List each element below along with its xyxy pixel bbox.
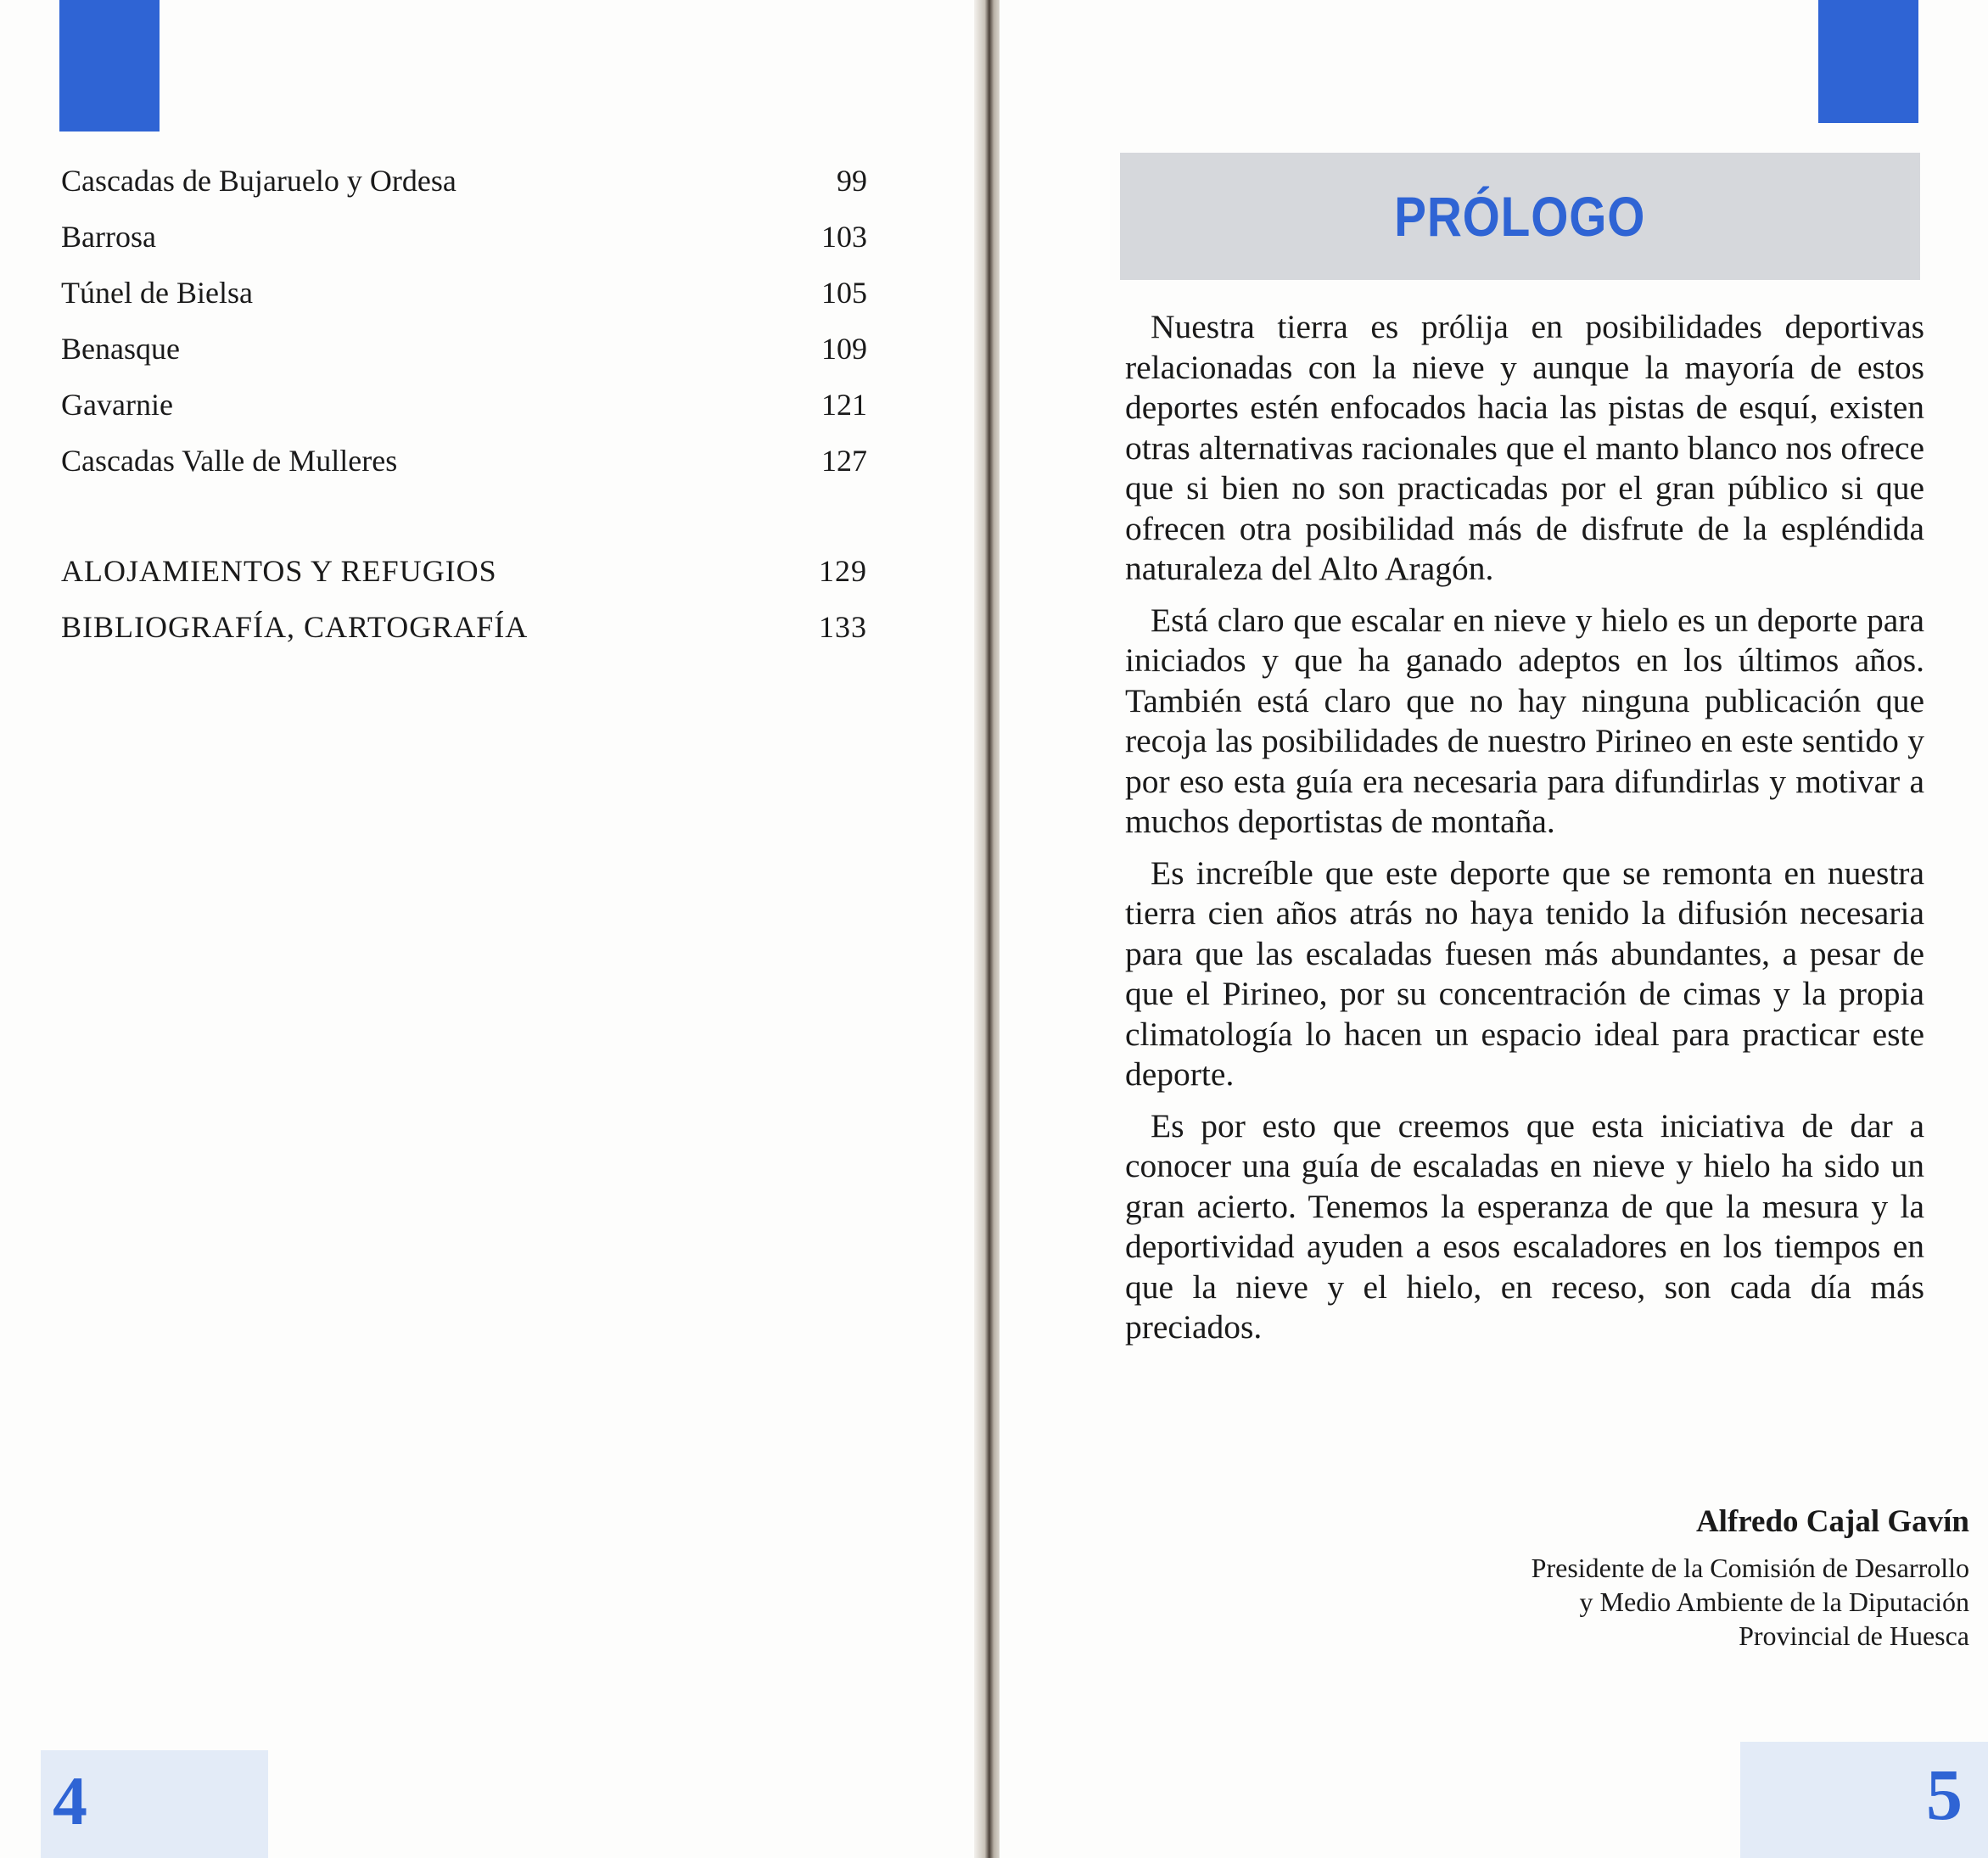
toc-entry-page: 109 xyxy=(821,332,867,366)
page-number-box xyxy=(1740,1742,1988,1858)
signature-role-line: Presidente de la Comisión de Desarrollo xyxy=(1531,1553,1969,1583)
left-page xyxy=(0,0,981,1858)
signature-role-line: y Medio Ambiente de la Diputación xyxy=(1579,1587,1969,1617)
toc-entry-page: 129 xyxy=(819,554,867,588)
toc-entry-page: 133 xyxy=(819,610,867,644)
title-band xyxy=(1120,153,1920,280)
toc-entry xyxy=(61,433,867,489)
page-number: 5 xyxy=(1926,1754,1963,1835)
toc-entry-label: BIBLIOGRAFÍA, CARTOGRAFÍA xyxy=(61,610,529,644)
toc-entry-label: ALOJAMIENTOS Y REFUGIOS xyxy=(61,554,497,588)
toc-dot-leader xyxy=(468,164,743,194)
toc-entry xyxy=(61,543,867,599)
page-number-box xyxy=(41,1750,268,1858)
toc-entry-label: Gavarnie xyxy=(61,388,173,422)
page-number: 4 xyxy=(53,1762,87,1839)
toc-entry-label: Benasque xyxy=(61,332,180,366)
toc-entry-page: 105 xyxy=(821,276,867,310)
chapter-tab-marker xyxy=(1818,0,1918,123)
paragraph: Nuestra tierra es prólija en posibilidades deportivas relacionadas con la nieve y aunque la mayoría de estos deportes estén enfocados hacia las pistas de esquí, existen otras alternativas racionales que el manto blanco nos ofrece que si bien no son practicadas por el gran público si que ofrecen otra posibilidad más de disfrute de la espléndida naturaleza del Alto Aragón. xyxy=(1125,308,1924,587)
toc-entry-page: 99 xyxy=(837,164,867,198)
signature-block xyxy=(1532,1500,1969,1653)
toc-dot-leader xyxy=(409,444,743,474)
toc-entry-label: Cascadas de Bujaruelo y Ordesa xyxy=(61,164,456,198)
toc-dot-leader xyxy=(192,332,743,362)
table-of-contents xyxy=(61,153,867,655)
toc-entry-label: Túnel de Bielsa xyxy=(61,276,253,310)
toc-entry-page: 103 xyxy=(821,220,867,254)
chapter-tab-marker xyxy=(59,0,160,132)
toc-entry-page: 127 xyxy=(821,444,867,478)
signature-role xyxy=(1532,1551,1969,1653)
toc-entry-page: 121 xyxy=(821,388,867,422)
toc-entry xyxy=(61,209,867,265)
toc-dot-leader xyxy=(540,610,743,641)
paragraph: Es increíble que este deporte que se remonta en nuestra tierra cien años atrás no haya tenido la difusión necesaria para que las escaladas fuesen más abundantes, a pesar de que el Pirineo, por su concentración de cimas y la propia climatología lo hacen un espacio ideal para practicar este deporte. xyxy=(1125,853,1924,1093)
toc-dot-leader xyxy=(168,220,743,250)
toc-dot-leader xyxy=(509,554,743,585)
signature-role-line: Provincial de Huesca xyxy=(1739,1620,1969,1651)
right-page xyxy=(1000,0,1988,1858)
prologue-body xyxy=(1125,307,1924,1359)
paragraph: Es por esto que creemos que esta iniciativa de dar a conocer una guía de escaladas en nieve y hielo ha sido un gran acierto. Tenemos la esperanza de que la mesura y la deportividad ayuden a esos escaladores en los tiempos en que la nieve y el hielo, en receso, son cada día más preciados. xyxy=(1125,1106,1924,1346)
section-title: PRÓLOGO xyxy=(1394,185,1646,248)
toc-entry xyxy=(61,153,867,209)
toc-entry xyxy=(61,377,867,433)
toc-entry xyxy=(61,599,867,655)
toc-dot-leader xyxy=(265,276,743,306)
toc-entry-label: Barrosa xyxy=(61,220,156,254)
toc-entry xyxy=(61,321,867,377)
signature-name: Alfredo Cajal Gavín xyxy=(1695,1504,1969,1539)
toc-entry-label: Cascadas Valle de Mulleres xyxy=(61,444,398,478)
paragraph: Está claro que escalar en nieve y hielo es un deporte para iniciados y que ha ganado adeptos en los últimos años. También está claro que no hay ninguna publicación que recoja las posibilidades de nuestro Pirineo en este sentido y por eso esta guía era necesaria para difundirlas y motivar a muchos deportistas de montaña. xyxy=(1125,601,1924,840)
toc-entry xyxy=(61,265,867,321)
toc-dot-leader xyxy=(185,388,743,418)
